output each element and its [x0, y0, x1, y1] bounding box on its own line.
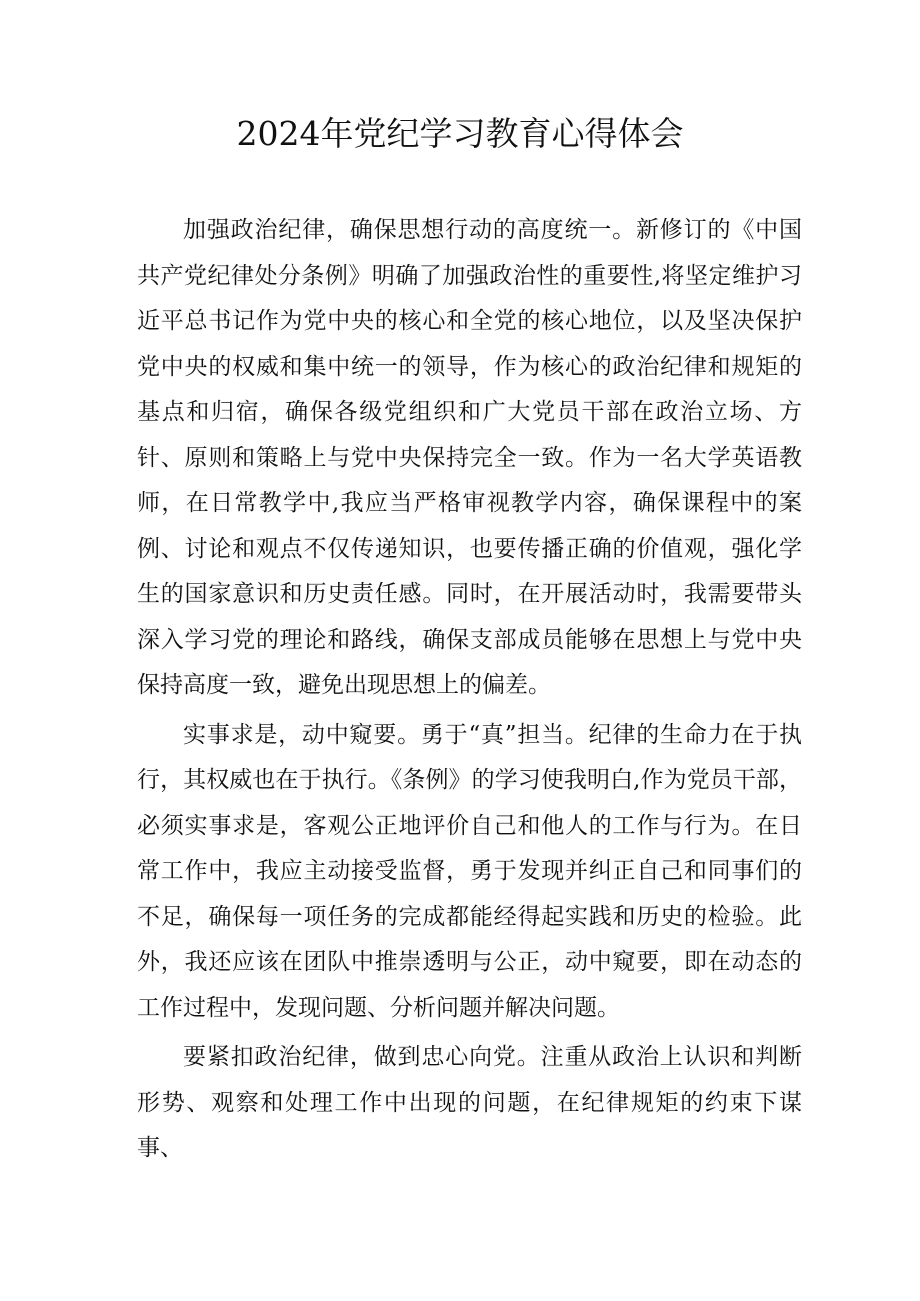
paragraph-political-discipline: 加强政治纪律，确保思想行动的高度统一。新修订的《中国共产党纪律处分条例》明确了加强政治性的重要性,将坚定维护习近平总书记作为党中央的核心和全党的核心地位，以及坚决保护党中央的权威和集中统一的领导，作为核心的政治纪律和规矩的基点和归宿，确保各级党组织和广大党员干部在政治立场、方针、原则和策略上与党中央保持完全一致。作为一名大学英语教师，在日常教学中,我应当严格审视教学内容，确保课程中的案例、讨论和观点不仅传递知识，也要传播正确的价值观，强化学生的国家意识和历史责任感。同时，在开展活动时，我需要带头深入学习党的理论和路线，确保支部成员能够在思想上与党中央保持高度一致，避免出现思想上的偏差。	[137, 217, 802, 698]
document-body	[137, 208, 802, 1172]
document-title: 2024年党纪学习教育心得体会	[236, 114, 684, 153]
paragraph-seek-truth: 实事求是，动中窥要。勇于“真”担当。纪律的生命力在于执行，其权威也在于执行。《条例》的学习使我明白,作为党员干部，必须实事求是，客观公正地评价自己和他人的工作与行为。在日常工作中，我应主动接受监督，勇于发现并纠正自己和同事们的不足，确保每一项任务的完成都能经得起实践和历史的检验。此外，我还应该在团队中推崇透明与公正，动中窥要，即在动态的工作过程中，发现问题、分析问题并解决问题。	[137, 721, 802, 1021]
paragraph-loyalty: 要紧扣政治纪律，做到忠心向党。注重从政治上认识和判断形势、观察和处理工作中出现的问题，在纪律规矩的约束下谋事、	[137, 1044, 802, 1161]
